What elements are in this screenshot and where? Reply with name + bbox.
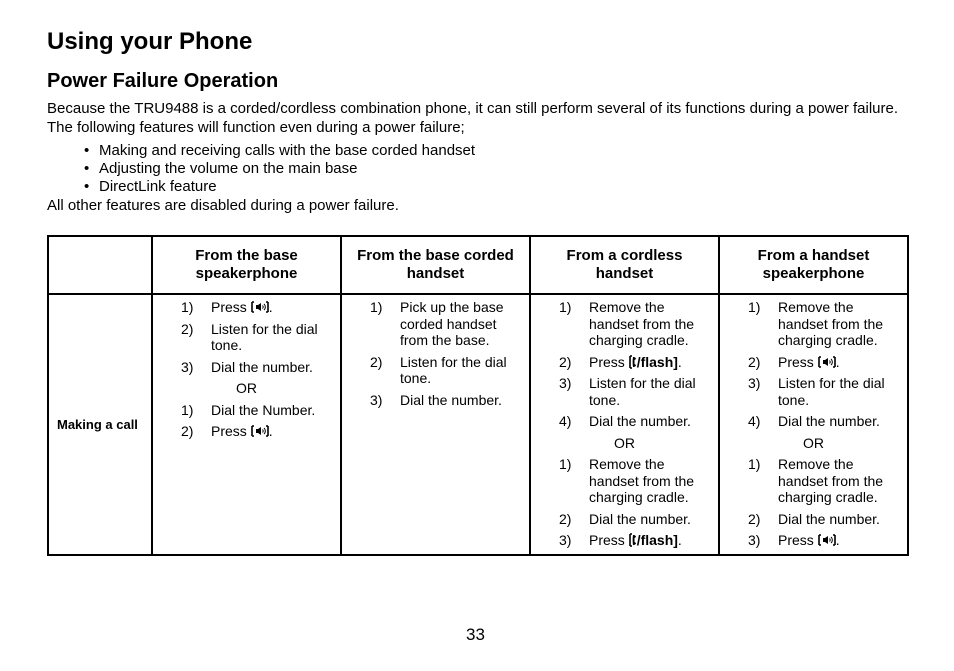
list-item <box>531 532 714 549</box>
step-number: 4) <box>748 413 761 429</box>
flash-key-label: /flash] <box>636 532 678 548</box>
steps-handset-speakerphone <box>720 299 903 549</box>
step-text: Press . <box>211 299 273 315</box>
step-number: 3) <box>370 391 383 408</box>
list-item <box>153 402 336 419</box>
step-number: 3) <box>181 358 194 375</box>
list-item <box>720 511 903 528</box>
step-text: Listen for the dial tone. <box>400 353 507 386</box>
step-number: 1) <box>181 401 194 418</box>
row-label-making-a-call: Making a call <box>48 294 152 555</box>
step-number: 2) <box>559 510 572 527</box>
list-item <box>153 299 336 316</box>
list-item <box>153 359 336 376</box>
step-text: Pick up the base corded handset from the base. <box>400 299 504 348</box>
step-number: 1) <box>181 299 194 315</box>
step-text: Dial the number. <box>778 413 880 429</box>
list-item <box>720 354 903 371</box>
step-text: Press . <box>778 353 840 370</box>
step-number: 1) <box>559 299 572 315</box>
or-separator: OR <box>803 434 824 451</box>
list-item: • DirectLink feature <box>84 178 475 196</box>
step-text: Dial the Number. <box>211 401 316 418</box>
step-text: Press . <box>211 423 273 439</box>
step-number: 3) <box>748 375 761 391</box>
steps-cordless-handset <box>531 299 714 549</box>
step-number: 3) <box>559 375 572 391</box>
flash-key-label: /flash] <box>636 353 678 370</box>
speaker-icon <box>818 532 836 548</box>
step-text: Listen for the dial tone. <box>589 375 696 408</box>
list-item <box>342 354 525 387</box>
page-number: 33 <box>466 625 485 644</box>
header-handset-speakerphone: From a handset speakerphone <box>719 236 908 294</box>
key-label <box>818 532 836 548</box>
step-number: 2) <box>559 353 572 370</box>
list-item <box>531 413 714 430</box>
step-text: Dial the number. <box>589 510 691 527</box>
list-item <box>720 375 903 408</box>
list-item: • Making and receiving calls with the base corded handset <box>84 142 475 160</box>
or-separator: OR <box>236 380 257 396</box>
key-label <box>629 532 678 548</box>
header-cordless-handset: From a cordless handset <box>530 236 719 294</box>
list-item <box>531 375 714 408</box>
key-label <box>251 299 269 315</box>
closing-note: All other features are disabled during a power failure. <box>47 197 399 214</box>
step-text: Listen for the dial tone. <box>778 375 885 408</box>
step-number: 1) <box>370 299 383 315</box>
list-item <box>153 423 336 440</box>
step-text: Dial the number. <box>400 391 502 408</box>
list-item <box>531 354 714 371</box>
or-separator: OR <box>614 434 635 451</box>
step-number: 3) <box>559 532 572 548</box>
step-text: Remove the handset from the charging cradle. <box>589 299 695 348</box>
header-base-speakerphone: From the base speakerphone <box>152 236 341 294</box>
list-item <box>720 299 903 349</box>
handset-icon <box>629 532 637 548</box>
page-title: Using your Phone <box>47 28 253 55</box>
header-empty <box>48 236 152 294</box>
step-text: Press . <box>778 532 840 548</box>
steps-base-speakerphone <box>153 299 336 440</box>
step-text: Remove the handset from the charging cradle. <box>589 456 695 505</box>
step-number: 2) <box>748 510 761 527</box>
speaker-icon <box>251 423 269 439</box>
step-number: 2) <box>181 320 194 337</box>
handset-icon <box>629 354 637 370</box>
list-item <box>531 511 714 528</box>
list-item <box>720 456 903 506</box>
key-label <box>251 423 269 439</box>
power-failure-table <box>47 235 909 556</box>
speaker-icon <box>818 354 836 370</box>
list-item <box>342 392 525 409</box>
step-number: 2) <box>748 353 761 370</box>
step-text: Dial the number. <box>589 413 691 429</box>
list-item <box>720 532 903 549</box>
step-text: Listen for the dial tone. <box>211 320 318 353</box>
section-heading: Power Failure Operation <box>47 70 279 92</box>
step-text: Dial the number. <box>778 510 880 527</box>
list-item <box>153 321 336 354</box>
steps-base-corded-handset <box>342 299 525 408</box>
key-label <box>818 354 836 370</box>
intro-paragraph: Because the TRU9488 is a corded/cordless combination phone, it can still perform several of its functions during a power failure. The following features will function even during a power failure; <box>47 100 899 136</box>
list-item <box>342 299 525 349</box>
header-base-corded-handset: From the base corded handset <box>341 236 530 294</box>
step-number: 2) <box>370 353 383 370</box>
step-number: 1) <box>559 456 572 472</box>
step-number: 3) <box>748 532 761 548</box>
feature-list <box>84 142 475 196</box>
list-item: • Adjusting the volume on the main base <box>84 160 475 178</box>
list-item <box>531 299 714 349</box>
key-label <box>629 354 678 370</box>
step-text: Press /flash]. <box>589 353 682 370</box>
list-item <box>720 413 903 430</box>
step-text: Remove the handset from the charging cradle. <box>778 456 884 505</box>
step-text: Dial the number. <box>211 358 313 375</box>
step-text: Press /flash]. <box>589 532 682 548</box>
step-number: 4) <box>559 413 572 429</box>
step-text: Remove the handset from the charging cradle. <box>778 299 884 348</box>
list-item <box>531 456 714 506</box>
table-row <box>48 294 908 555</box>
speaker-icon <box>251 299 269 315</box>
table-header-row <box>48 236 908 294</box>
step-number: 2) <box>181 423 194 439</box>
step-number: 1) <box>748 299 761 315</box>
step-number: 1) <box>748 456 761 472</box>
